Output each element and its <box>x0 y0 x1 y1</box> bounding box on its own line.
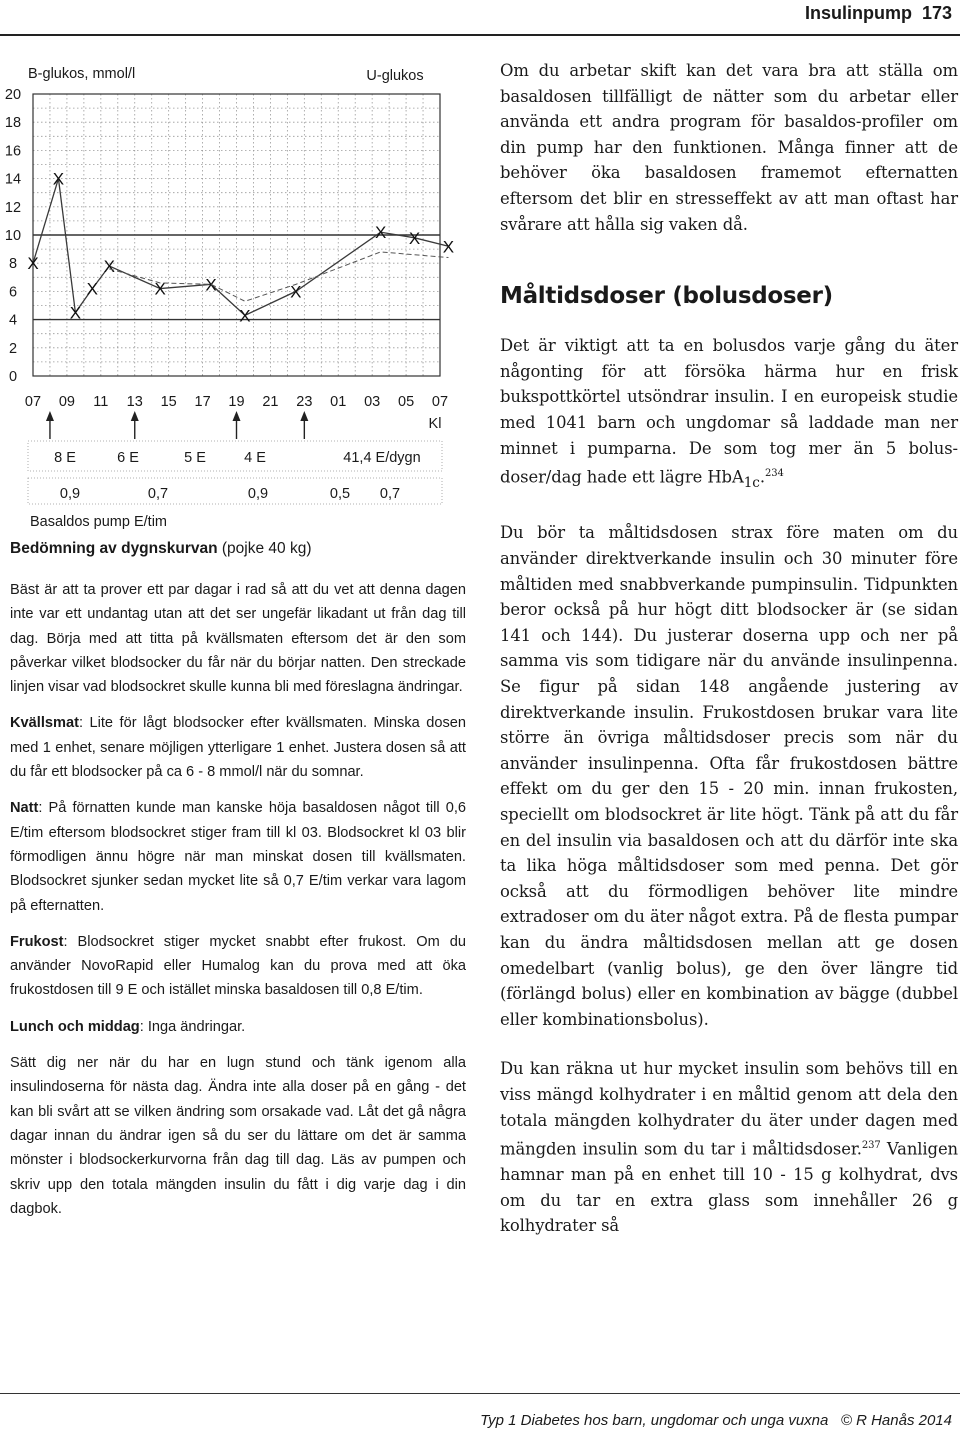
lunch-text: : Inga ändringar. <box>139 1018 246 1035</box>
basal-label: Basaldos pump E/tim <box>30 514 168 530</box>
y-tick-label: 4 <box>8 312 18 329</box>
y-tick-label: 0 <box>8 369 18 385</box>
glucose-point: X <box>205 275 217 295</box>
x-unit-label: Kl <box>428 416 442 432</box>
left-column <box>10 540 466 1233</box>
breakfast-paragraph <box>10 930 466 1003</box>
night-text: : På förnatten kunde man kanske höja basaldosen något till 0,6 E/tim eftersom blodsockret stiger fram till kl 03. Blodsockret kl 03 blir förmodligen ännu högre när man minskat dosen till kvällsmaten. Blodsockret sjunker sedan mycket lite så 0,7 E/tim verkar vara lagom på efternatten. <box>10 800 466 914</box>
copyright: © R Hanås 2014 <box>840 1412 952 1429</box>
night-paragraph <box>10 796 466 917</box>
chart-axes <box>28 94 442 504</box>
breakfast-text: : Blodsockret stiger mycket snabbt efter frukost. Om du använder NovoRapid eller Humalog kan du prova med att öka frukostdosen till 9 E och istället minska basaldosen till 0,8 E/tim. <box>10 933 466 999</box>
y-tick-label: 2 <box>8 340 18 357</box>
running-title: Insulinpump <box>804 3 912 23</box>
dose-label: 41,4 E/dygn <box>343 450 421 466</box>
book-title: Typ 1 Diabetes hos barn, ungdomar och unga vuxna <box>480 1412 829 1429</box>
y-tick-label: 12 <box>4 199 22 216</box>
carb-ratio-paragraph <box>500 1056 958 1239</box>
night-lead: Natt <box>10 800 39 817</box>
x-tick-label: 19 <box>228 394 245 410</box>
glucose-point: X <box>290 282 302 302</box>
x-tick-label: 07 <box>24 394 42 410</box>
bolus-intro-end: . <box>759 467 765 487</box>
assessment-title-light: (pojke 40 kg) <box>217 540 312 557</box>
x-tick-label: 03 <box>364 394 381 410</box>
glucose-point: X <box>52 169 65 189</box>
glucose-point: X <box>442 237 455 257</box>
x-tick-label: 07 <box>431 394 449 410</box>
x-tick-label: 01 <box>330 394 347 410</box>
y-tick-label: 10 <box>4 228 22 244</box>
breakfast-lead: Frukost <box>10 933 64 950</box>
glucose-chart <box>0 50 470 570</box>
basal-rate-label: 0,9 <box>59 486 81 502</box>
reference-234: 234 <box>764 468 784 480</box>
dose-label: 8 E <box>54 450 76 466</box>
assessment-title-bold: Bedömning av dygnskurvan <box>10 540 218 557</box>
carb-ratio-end: Vanligen hamnar man på en enhet till 10 - 15 g kolhydrat, dvs om du tar en extra glass som innehåller 26 g kolhydrater så <box>500 1139 959 1236</box>
meal-arrowhead <box>233 411 241 421</box>
bolus-intro-text: Det är viktigt att ta en bolusdos varje gång du äter någonting för att försöka härma hur en frisk bukspottkörtel utsöndrar insulin. I en europeisk studie med 1041 barn och ungdomar så laddade man ner minnet i pumparna. De som tog mer än 5 bolus-doser/dag hade ett lägre HbA <box>500 336 958 487</box>
y-tick-label: 6 <box>8 284 18 301</box>
glucose-point: X <box>408 228 421 248</box>
shift-work-paragraph: Om du arbetar skift kan det vara bra att ställa om basaldosen tillfälligt de nätter som du arbetar eller använda ett andra program för basaldos-profiler om din pump har den funktionen. Många finner att de behöver öka basaldosen framemot efternatten eftersom det blir en stresseffekt av att man oftast har svårare att hålla sig vaken då. <box>500 61 958 234</box>
running-head <box>805 3 952 24</box>
lunch-lead: Lunch och middag <box>10 1018 140 1035</box>
reference-237: 237 <box>861 1140 881 1152</box>
y-tick-label: 8 <box>8 256 18 273</box>
glucose-point: X <box>27 254 39 274</box>
page-number: 173 <box>921 3 952 23</box>
bolus-heading: Måltidsdoser (bolusdoser) <box>500 283 833 310</box>
lunch-paragraph <box>10 1015 466 1039</box>
evening-paragraph <box>10 711 466 784</box>
meal-timing-paragraph: Du bör ta måltidsdosen strax före maten om du använder direktverkande insulin och 30 minuter före måltiden med snabbverkande pumpinsulin. Tidpunkten beror också på hur högt ditt blodsocker är (se sidan 141 och 144). Du justerar doserna upp och ner på samma vis som tidigare när du använde insulinpenna. Se figur på sidan 148 angående justering av direktverkande insulin. Frukostdosen brukar vara lite större än övriga måltidsdoser precis som när du använder insulinpenna. Ofta får frukostdosen bättre effekt om du ger den 15 - 20 min. innan frukosten, speciellt om blodsockret är lite högt. Tänk på att du får en del insulin via basaldosen och att du därför inte ska ta lika höga måltidsdoser som med penna. Det gör också att du förmodligen behöver lite mindre extradoser om du äter något extra. På de flesta pumpar kan du ändra måltidsdosen mellan att ge dosen omedelbart (vanlig bolus), ge den över längre tid (förlängd bolus) eller en kombination av bägge (dubbel eller kombinationsbolus). <box>500 523 958 1029</box>
x-tick-label: 13 <box>126 394 143 410</box>
x-tick-label: 11 <box>93 394 109 410</box>
advice-paragraph: Sätt dig ner när du har en lugn stund och tänk igenom alla insulindoserna för nästa dag. Ändra inte alla doser på en gång - det kan bli svårt att se vilken ändring som orsakade vad. Låt det gå några dagar innan du ändrar igen så du ser du lättare om det är samma mönster i blodsockerkurvorna från dag till dag. Läs av pumpen och skriv upp den totala mängden insulin du fått i dig varje dag i din dagbok. <box>10 1055 466 1217</box>
y-tick-label: 14 <box>4 171 22 188</box>
x-tick-label: 05 <box>398 394 415 410</box>
evening-lead: Kvällsmat <box>10 715 79 732</box>
glucose-point: X <box>69 303 82 323</box>
x-tick-label: 15 <box>160 394 177 410</box>
basal-rate-label: 0,7 <box>147 486 169 502</box>
dose-label: 6 E <box>117 450 139 466</box>
carb-ratio-text: Du kan räkna ut hur mycket insulin som behövs till en viss mängd kolhydrater i en måltid genom att dela den totala mängden kolhydrater du äter under dagen med mängden insulin som du tar i måltidsdoser. <box>500 1059 958 1159</box>
chart-title: B-glukos, mmol/l <box>28 66 136 82</box>
hba1c-subscript: 1c <box>743 474 760 491</box>
glucose-point: X <box>374 223 387 243</box>
footer-rule <box>0 1393 960 1394</box>
glucose-point: X <box>103 257 115 277</box>
y-tick-label: 18 <box>4 115 22 132</box>
y-tick-label: 20 <box>4 87 22 103</box>
dose-label: 5 E <box>184 450 206 466</box>
meal-arrowhead <box>131 411 139 421</box>
basal-rate-label: 0,5 <box>329 486 351 502</box>
bolus-intro-paragraph <box>500 333 958 496</box>
x-tick-label: 09 <box>58 394 75 410</box>
meal-arrowhead <box>300 411 308 421</box>
glucose-point: X <box>154 279 166 299</box>
glucose-point: X <box>86 279 99 299</box>
evening-text: : Lite för lågt blodsocker efter kvällsmaten. Minska dosen med 1 enhet, senare möjligen ytterligare 1 enhet. Justera dosen så att du får ett blodsocker på ca 6 - 8 mmol/l när du somnar. <box>10 715 466 781</box>
u-glucose-label: U-glukos <box>366 68 424 84</box>
x-tick-label: 23 <box>296 394 313 410</box>
header-rule <box>0 34 960 36</box>
intro-paragraph: Bäst är att ta prover ett par dagar i rad så att du vet att denna dagen inte var ett undantag utan att det ser ungefär likadant ut från dag till dag. Börja med att titta på kvällsmaten eftersom det är den som påverkar vilket blodsocker du får när du börjar natten. Den streckade linjen visar vad blodsockret skulle kunna bli med föreslagna ändringar. <box>10 582 466 696</box>
glucose-point: X <box>239 306 251 326</box>
assessment-title <box>10 540 466 558</box>
x-tick-label: 21 <box>262 394 279 410</box>
basal-rate-label: 0,7 <box>379 486 401 502</box>
meal-arrowhead <box>46 411 54 421</box>
x-tick-label: 17 <box>194 394 211 410</box>
right-column <box>500 58 958 1263</box>
y-tick-label: 16 <box>4 143 22 160</box>
dose-label: 4 E <box>244 450 266 466</box>
footer <box>480 1412 952 1429</box>
basal-rate-label: 0,9 <box>247 486 269 502</box>
